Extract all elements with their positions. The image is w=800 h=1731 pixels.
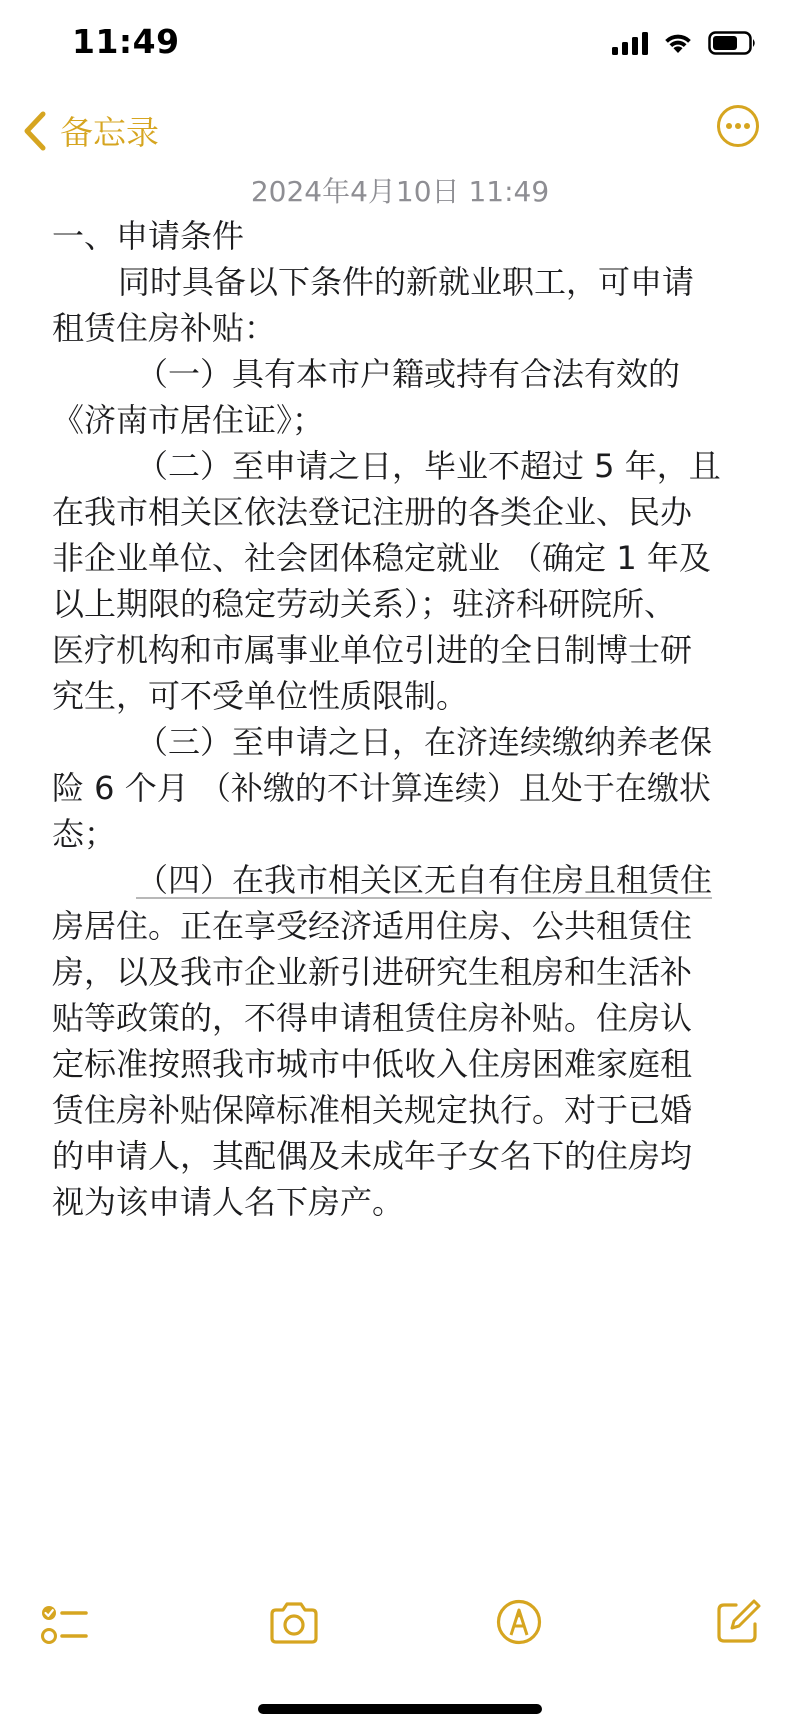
- note-body[interactable]: [52, 213, 742, 1225]
- markup-pen-icon[interactable]: [495, 1598, 543, 1646]
- ellipsis-circle-icon[interactable]: [716, 104, 760, 148]
- note-line: 房居住。正在享受经济适用住房、公共租赁住: [52, 907, 693, 945]
- note-line: 视为该申请人名下房产。: [52, 1183, 405, 1221]
- note-line: （三）至申请之日，在济连续缴纳养老保: [136, 723, 713, 761]
- note-line: 同时具备以下条件的新就业职工，可申请: [118, 263, 695, 301]
- note-line: 定标准按照我市城市中低收入住房困难家庭租: [52, 1045, 693, 1083]
- note-date: 2024年4月10日 11:49: [250, 175, 550, 208]
- note-line: （一）具有本市户籍或持有合法有效的: [136, 355, 681, 393]
- note-line: 在我市相关区依法登记注册的各类企业、民办: [52, 493, 693, 531]
- camera-icon[interactable]: [268, 1600, 320, 1646]
- note-line: 《济南市居住证》；: [52, 401, 325, 439]
- compose-icon[interactable]: [714, 1598, 762, 1646]
- note-line: 的申请人，其配偶及未成年子女名下的住房均: [52, 1137, 693, 1175]
- cellular-signal-icon: [612, 31, 648, 55]
- chevron-left-icon: [22, 110, 48, 152]
- wifi-icon: [662, 31, 694, 55]
- note-line: 非企业单位、社会团体稳定就业 （确定 1 年及: [52, 539, 711, 577]
- note-line: 房，以及我市企业新引进研究生租房和生活补: [52, 953, 693, 991]
- note-line: （四）在我市相关区无自有住房且租赁住: [136, 861, 713, 899]
- note-line: （二）至申请之日，毕业不超过 5 年，且: [136, 447, 721, 485]
- note-line: 赁住房补贴保障标准相关规定执行。对于已婚: [52, 1091, 693, 1129]
- note-line: 究生，可不受单位性质限制。: [52, 677, 469, 715]
- note-line: 以上期限的稳定劳动关系）；驻济科研院所、: [52, 585, 677, 623]
- checklist-icon[interactable]: [40, 1602, 90, 1648]
- status-bar: [0, 0, 800, 90]
- note-line: 险 6 个月 （补缴的不计算连续）且处于在缴状: [52, 769, 711, 807]
- status-icons: [612, 28, 758, 58]
- note-line: 态；: [52, 815, 117, 853]
- home-indicator[interactable]: [258, 1704, 542, 1714]
- back-label: 备忘录: [60, 113, 159, 152]
- bottom-toolbar: [0, 1590, 800, 1660]
- back-button[interactable]: [22, 107, 159, 154]
- status-time: 11:49: [72, 22, 180, 61]
- note-line: 租赁住房补贴：: [52, 309, 277, 347]
- note-line: 贴等政策的，不得申请租赁住房补贴。住房认: [52, 999, 693, 1037]
- note-line: 一、申请条件: [52, 217, 245, 255]
- note-line: 医疗机构和市属事业单位引进的全日制博士研: [52, 631, 693, 669]
- battery-icon: [708, 30, 758, 56]
- nav-bar: [0, 95, 800, 165]
